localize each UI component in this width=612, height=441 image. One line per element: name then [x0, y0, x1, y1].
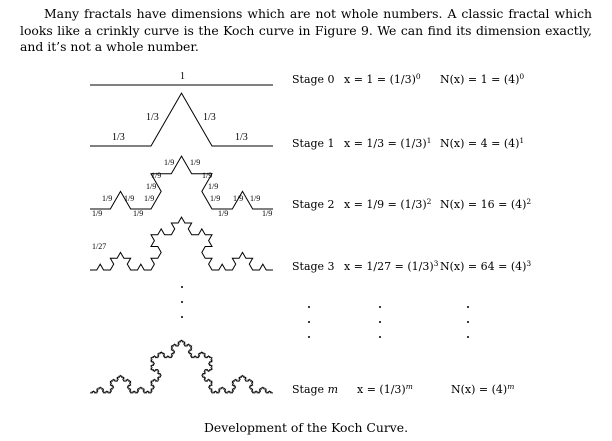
stage-n-formula — [440, 137, 524, 150]
x-exponent: m — [405, 382, 413, 391]
stage-row-2 — [0, 198, 612, 218]
ellipsis-dot — [379, 306, 381, 308]
ellipsis-dot — [467, 306, 469, 308]
n-formula-text: N(x) = 16 = (4) — [440, 198, 527, 211]
stage2-label: 1/9 — [133, 209, 144, 218]
n-exponent: 1 — [519, 136, 525, 145]
stage2-label: 1/9 — [124, 194, 135, 203]
intro-text: Many fractals have dimensions which are not whole numbers. A classic fractal which looks like a crinkly curve is the Koch curve in Figure 9. We can find its dimension exactly, and it’s not a whole number. — [20, 6, 592, 54]
stage-n-formula — [440, 260, 531, 273]
ellipsis-dot — [308, 321, 310, 323]
ellipsis-dot — [181, 316, 183, 318]
n-exponent: 2 — [526, 197, 532, 206]
x-formula-text: x = 1/3 = (1/3) — [344, 137, 427, 150]
n-formula-text: N(x) = 1 = (4) — [440, 73, 520, 86]
stage-row-3 — [0, 260, 612, 280]
stage-x-formula — [344, 260, 438, 273]
ellipsis-dot — [308, 306, 310, 308]
stage2-label: 1/9 — [146, 182, 157, 191]
stage-label: Stage 2 — [292, 198, 335, 211]
n-formula-text: N(x) = (4) — [451, 383, 508, 396]
stage2-label: 1/9 — [92, 209, 103, 218]
ellipsis-dot — [181, 301, 183, 303]
stage-label: Stage 1 — [292, 137, 335, 150]
stage2-label: 1/9 — [190, 158, 201, 167]
stage-row-0 — [0, 73, 612, 93]
stage-row-m — [0, 383, 612, 403]
stage-m-var: m — [327, 383, 338, 396]
stage2-label: 1/9 — [208, 182, 219, 191]
stage3-label: 1/27 — [92, 242, 107, 251]
stage-row-1 — [0, 137, 612, 157]
stage1-label-left: 1/3 — [112, 132, 125, 143]
ellipsis-dot — [308, 336, 310, 338]
stage1-label-upleft: 1/3 — [146, 112, 159, 123]
x-formula-text: x = (1/3) — [357, 383, 406, 396]
stage-m-text: Stage — [292, 383, 328, 396]
n-formula-text: N(x) = 64 = (4) — [440, 260, 527, 273]
x-exponent: 1 — [426, 136, 432, 145]
n-formula-text: N(x) = 4 = (4) — [440, 137, 520, 150]
stage-x-formula — [344, 73, 421, 86]
x-exponent: 0 — [415, 72, 421, 81]
x-formula-text: x = 1/9 = (1/3) — [344, 198, 427, 211]
n-exponent: m — [507, 382, 515, 391]
stage-x-formula — [344, 137, 431, 150]
x-formula-text: x = 1 = (1/3) — [344, 73, 416, 86]
n-exponent: 3 — [526, 259, 532, 268]
ellipsis-dot — [467, 336, 469, 338]
stage-label: Stage 0 — [292, 73, 335, 86]
stage-x-formula — [357, 383, 413, 396]
figure-caption: Development of the Koch Curve. — [203, 420, 409, 435]
stage2-label: 1/9 — [102, 194, 113, 203]
x-exponent: 3 — [433, 259, 439, 268]
stage-n-formula — [440, 73, 524, 86]
stage-label — [292, 383, 338, 396]
stage2-label: 1/9 — [164, 158, 175, 167]
stage2-label: 1/9 — [151, 171, 162, 180]
stage2-label: 1/9 — [202, 171, 213, 180]
x-exponent: 2 — [426, 197, 432, 206]
stage-label: Stage 3 — [292, 260, 335, 273]
ellipsis-dot — [379, 336, 381, 338]
stage2-label: 1/9 — [144, 194, 155, 203]
stage-n-formula — [451, 383, 514, 396]
stage0-length-label: 1 — [180, 71, 185, 82]
ellipsis-dot — [467, 321, 469, 323]
stage2-label: 1/9 — [210, 194, 221, 203]
ellipsis-dots — [181, 286, 469, 338]
stage2-label: 1/9 — [218, 209, 229, 218]
x-formula-text: x = 1/27 = (1/3) — [344, 260, 434, 273]
stage-n-formula — [440, 198, 531, 211]
stage1-label-upright: 1/3 — [203, 112, 216, 123]
ellipsis-dot — [379, 321, 381, 323]
stage2-label: 1/9 — [233, 194, 244, 203]
stage-x-formula — [344, 198, 431, 211]
n-exponent: 0 — [519, 72, 525, 81]
stage1-label-right: 1/3 — [235, 132, 248, 143]
stage2-label: 1/9 — [250, 194, 261, 203]
stage2-label: 1/9 — [262, 209, 273, 218]
ellipsis-dot — [181, 286, 183, 288]
